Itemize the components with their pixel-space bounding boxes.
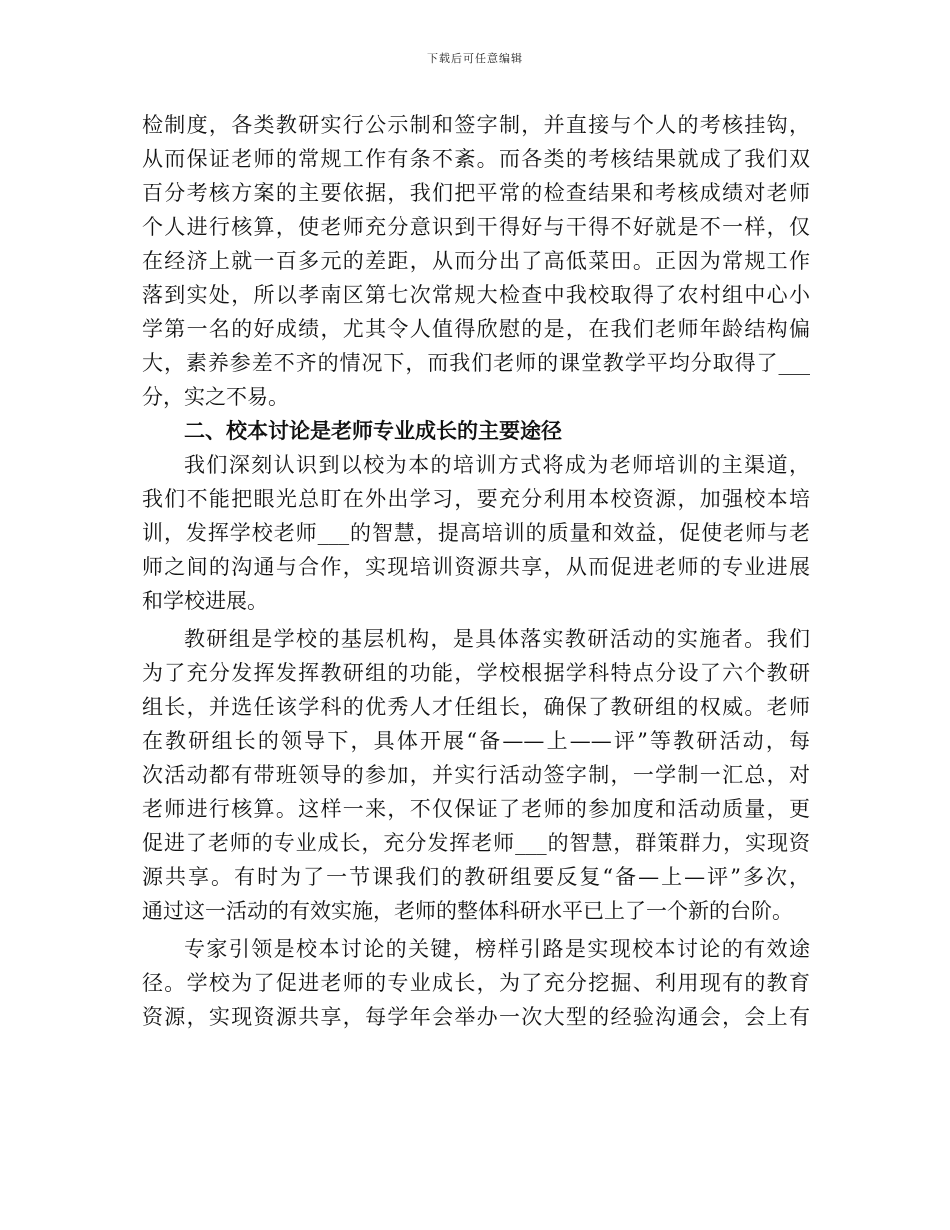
text-line: 学第一名的好成绩，尤其令人值得欣慰的是，在我们老师年龄结构偏 <box>142 317 810 341</box>
text-line: 师之间的沟通与合作，实现培训资源共享，从而促进老师的专业进展 <box>142 555 810 579</box>
text-line: 在经济上就一百多元的差距，从而分出了高低菜田。正因为常规工作 <box>142 249 810 273</box>
text-line: 个人进行核算，使老师充分意识到干得好与干得不好就是不一样，仅 <box>142 215 810 239</box>
text-line: 在教研组长的领导下，具体开展“备——上——评”等教研活动，每 <box>142 729 810 753</box>
text-line: 分，实之不易。 <box>142 385 289 409</box>
text-line: 源共享。有时为了一节课我们的教研组要反复“备—上—评”多次， <box>142 865 810 889</box>
text-line: 通过这一活动的有效实施，老师的整体科研水平已上了一个新的台阶。 <box>142 899 793 923</box>
text-line: 落到实处，所以孝南区第七次常规大检查中我校取得了农村组中心小 <box>142 283 810 307</box>
text-line: 径。学校为了促进老师的专业成长，为了充分挖掘、利用现有的教育 <box>142 971 810 995</box>
text-line: 从而保证老师的常规工作有条不紊。而各类的考核结果就成了我们双 <box>142 147 810 171</box>
text-line: 我们不能把眼光总盯在外出学习，要充分利用本校资源，加强校本培 <box>142 487 810 511</box>
text-line: 为了充分发挥发挥教研组的功能，学校根据学科特点分设了六个教研 <box>142 661 810 685</box>
text-line: 次活动都有带班领导的参加，并实行活动签字制，一学制一汇总，对 <box>142 763 810 787</box>
text-line: 促进了老师的专业成长，充分发挥老师___的智慧，群策群力，实现资 <box>142 831 810 855</box>
document-body <box>142 108 810 1034</box>
text-line: 老师进行核算。这样一来，不仅保证了老师的参加度和活动质量，更 <box>142 797 810 821</box>
paragraph-2 <box>142 448 810 618</box>
section-heading <box>142 414 810 448</box>
paragraph-3 <box>142 622 810 928</box>
text-line: 大，素养参差不齐的情况下，而我们老师的课堂教学平均分取得了___ <box>142 351 810 375</box>
text-line: 我们深刻认识到以校为本的培训方式将成为老师培训的主渠道， <box>184 453 810 477</box>
text-line: 百分考核方案的主要依据，我们把平常的检查结果和考核成绩对老师 <box>142 181 810 205</box>
paragraph-1 <box>142 108 810 414</box>
text-line: 组长，并选任该学科的优秀人才任组长，确保了教研组的权威。老师 <box>142 695 810 719</box>
page-header: 下载后可任意编辑 <box>427 52 523 65</box>
text-line: 训，发挥学校老师___的智慧，提高培训的质量和效益，促使老师与老 <box>142 521 810 545</box>
paragraph-4 <box>142 932 810 1034</box>
text-line: 教研组是学校的基层机构，是具体落实教研活动的实施者。我们 <box>184 627 810 651</box>
text-line: 专家引领是校本讨论的关键，榜样引路是实现校本讨论的有效途 <box>184 937 810 961</box>
heading-line: 二、校本讨论是老师专业成长的主要途径 <box>184 418 562 443</box>
text-line: 资源，实现资源共享，每学年会举办一次大型的经验沟通会，会上有 <box>142 1005 810 1029</box>
text-line: 检制度，各类教研实行公示制和签字制，并直接与个人的考核挂钩， <box>142 113 810 137</box>
text-line: 和学校进展。 <box>142 589 268 613</box>
